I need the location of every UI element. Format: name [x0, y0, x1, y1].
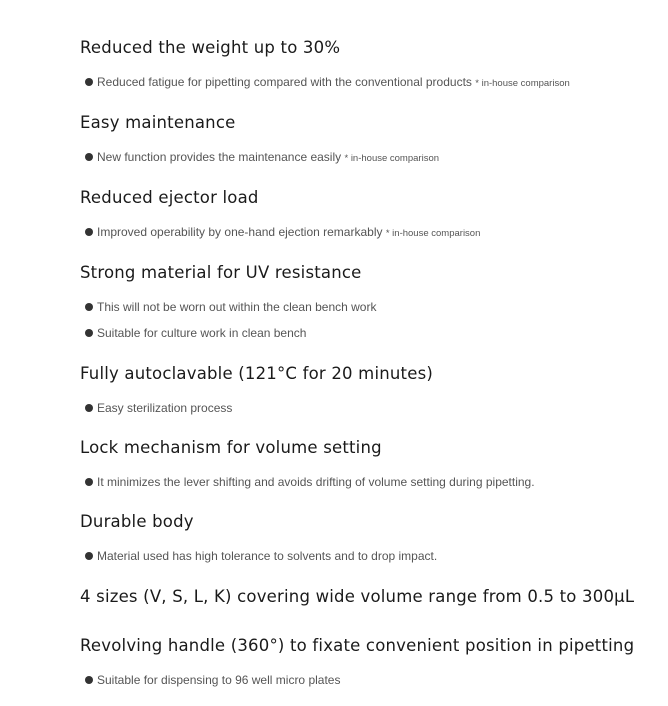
feature-bullet: [85, 300, 376, 314]
feature-bullet: [85, 673, 340, 687]
feature-title-maintenance: Easy maintenance: [80, 113, 236, 132]
bullet-dot-icon: [85, 303, 93, 311]
bullet-text: Material used has high tolerance to solvents and to drop impact.: [97, 549, 438, 563]
feature-title-lock: Lock mechanism for volume setting: [80, 438, 382, 457]
bullet-text: Easy sterilization process: [97, 401, 233, 415]
feature-bullet: [85, 75, 570, 91]
bullet-dot-icon: [85, 676, 93, 684]
feature-title-revolving: Revolving handle (360°) to fixate convenient position in pipetting: [80, 636, 635, 655]
feature-bullet: [85, 326, 306, 340]
bullet-text: Reduced fatigue for pipetting compared with the conventional products: [97, 75, 472, 89]
bullet-text: New function provides the maintenance easily: [97, 150, 342, 164]
feature-title-sizes: 4 sizes (V, S, L, K) covering wide volume range from 0.5 to 300μL: [80, 587, 635, 606]
feature-title-ejector: Reduced ejector load: [80, 188, 259, 207]
feature-bullet: [85, 549, 437, 563]
bullet-dot-icon: [85, 329, 93, 337]
bullet-dot-icon: [85, 552, 93, 560]
feature-bullet: [85, 150, 439, 166]
bullet-dot-icon: [85, 78, 93, 86]
feature-title-durable: Durable body: [80, 512, 194, 531]
footnote: * in-house comparison: [385, 228, 481, 239]
bullet-dot-icon: [85, 228, 93, 236]
footnote: * in-house comparison: [475, 78, 570, 89]
bullet-dot-icon: [85, 404, 93, 412]
bullet-text: It minimizes the lever shifting and avoids drifting of volume setting during pipetting.: [97, 475, 535, 489]
bullet-dot-icon: [85, 153, 93, 161]
feature-bullet: [85, 401, 232, 415]
bullet-dot-icon: [85, 478, 93, 486]
feature-title-weight: Reduced the weight up to 30%: [80, 38, 341, 57]
feature-bullet: [85, 225, 480, 241]
bullet-text: Suitable for dispensing to 96 well micro plates: [97, 673, 341, 687]
bullet-text: This will not be worn out within the clean bench work: [97, 300, 377, 314]
feature-title-uv: Strong material for UV resistance: [80, 263, 362, 282]
footnote: * in-house comparison: [344, 153, 440, 164]
bullet-text: Suitable for culture work in clean bench: [97, 326, 307, 340]
feature-title-autoclave: Fully autoclavable (121°C for 20 minutes): [80, 364, 433, 383]
feature-bullet: [85, 475, 535, 489]
bullet-text: Improved operability by one-hand ejection remarkably: [97, 225, 383, 239]
